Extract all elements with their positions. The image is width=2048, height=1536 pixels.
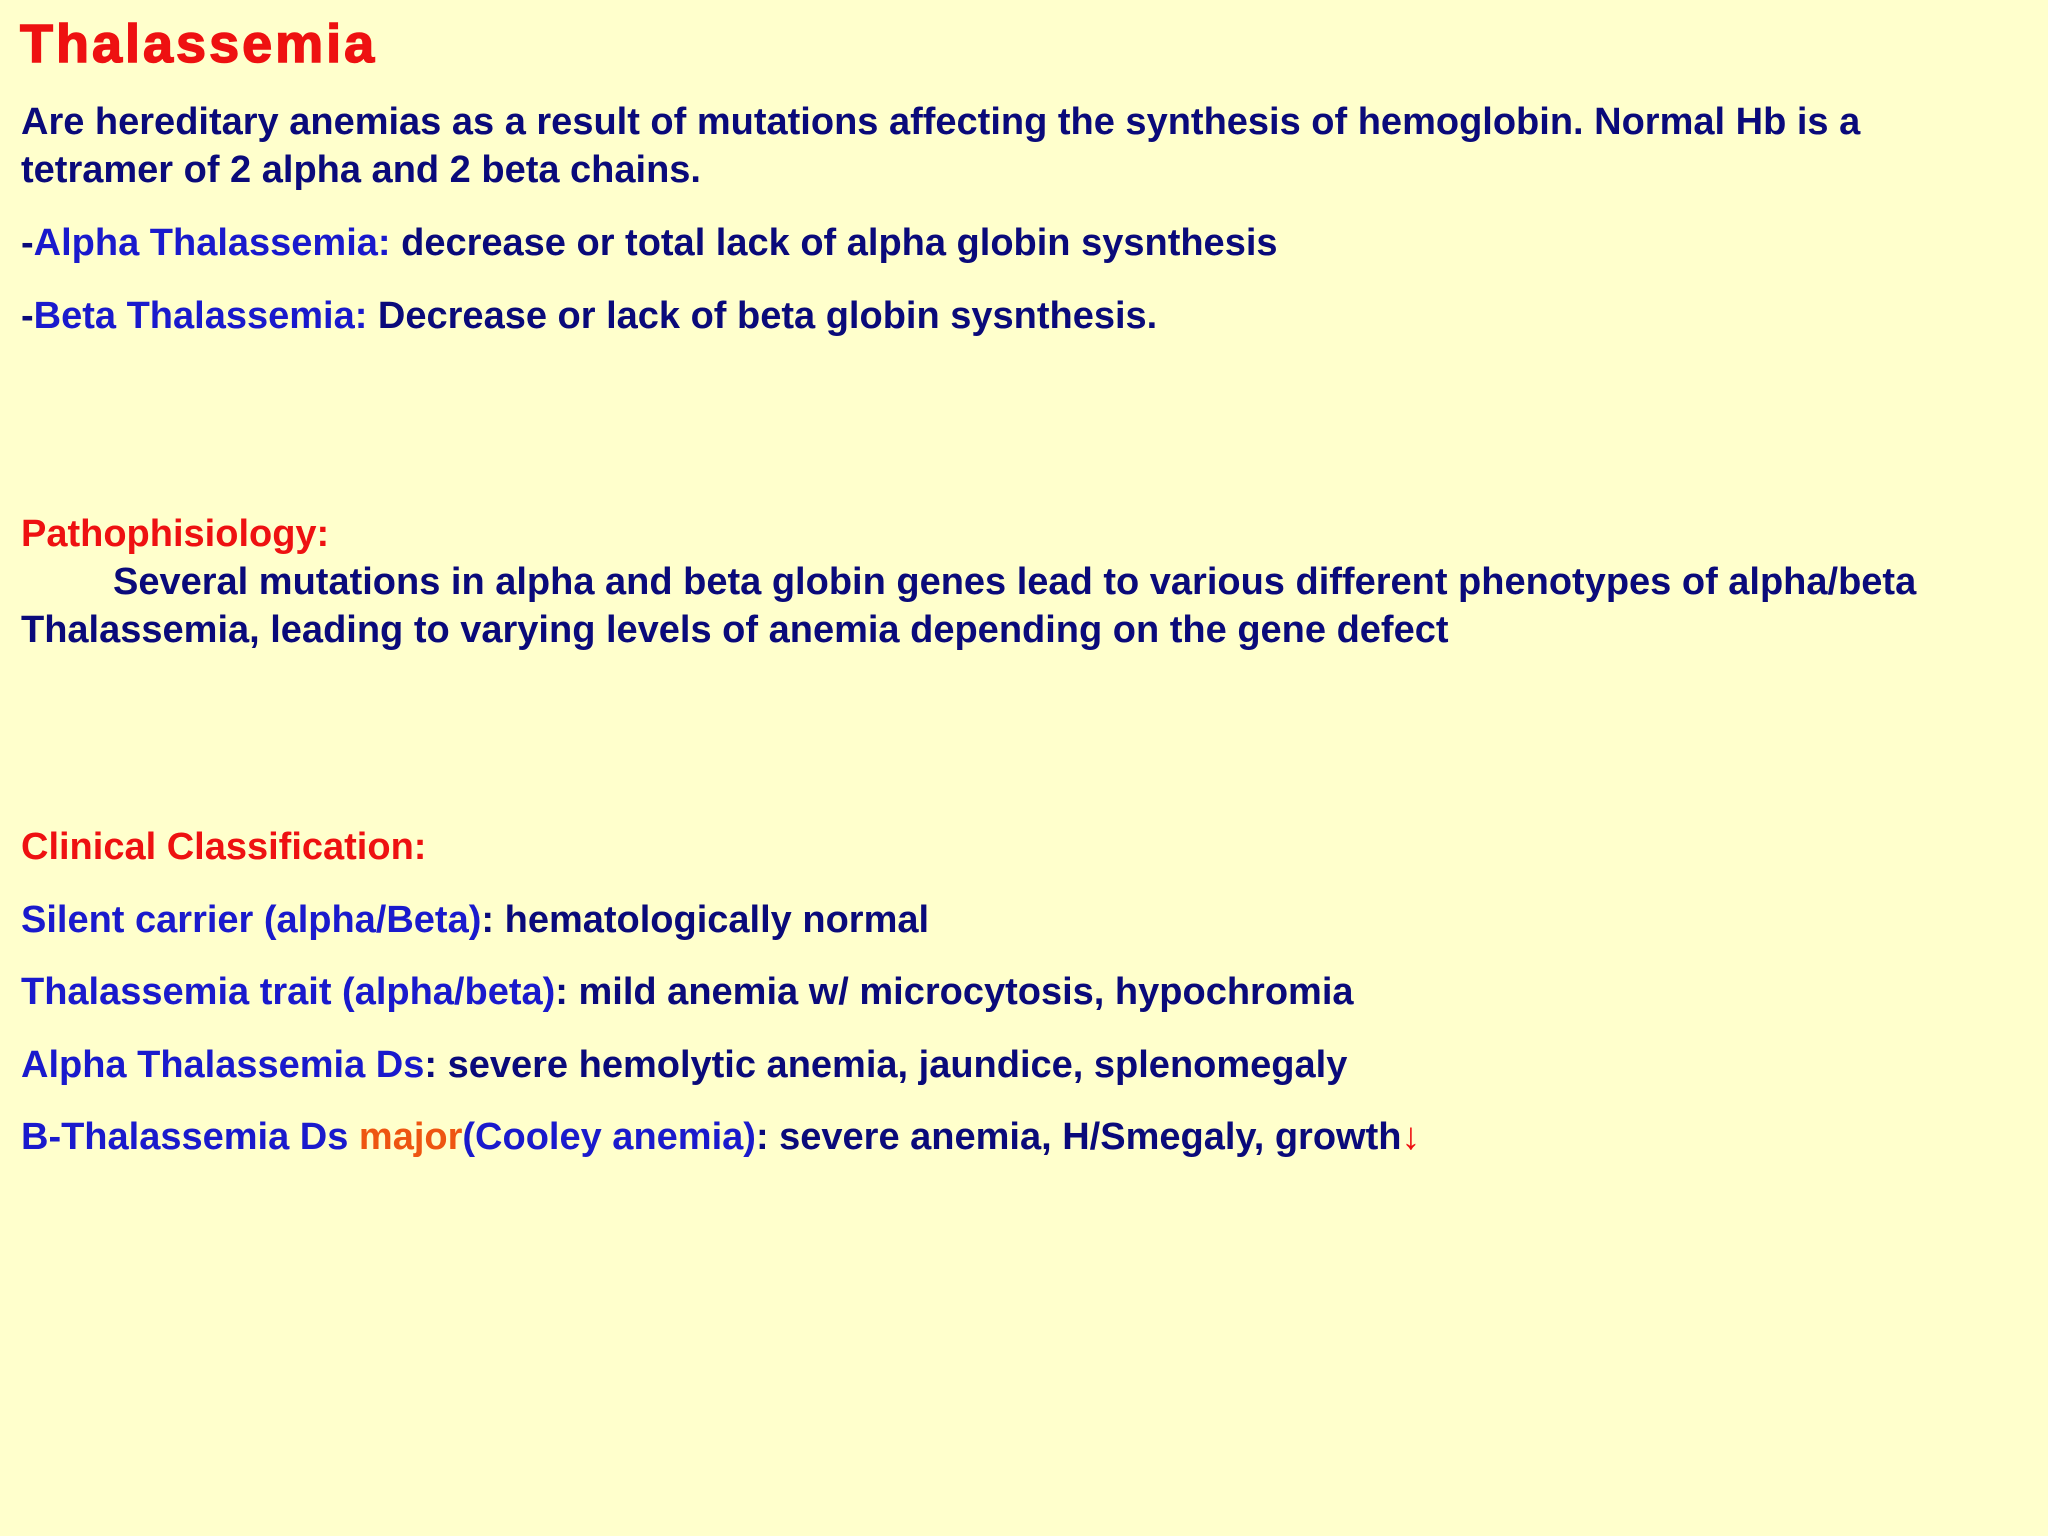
clinical-item-label: Silent carrier (alpha/Beta) xyxy=(21,899,482,941)
down-arrow-icon: ↓ xyxy=(1401,1116,1421,1158)
clinical-item-beta-major xyxy=(21,1113,1420,1161)
clinical-item-label-cooley: (Cooley anemia) xyxy=(462,1116,756,1158)
clinical-item-colon: : xyxy=(481,899,495,941)
type-alpha xyxy=(21,219,1278,267)
clinical-item-label: Alpha Thalassemia Ds xyxy=(21,1044,425,1086)
clinical-item-colon: : xyxy=(555,971,568,1013)
pathophysiology-line-2: Thalassemia, leading to varying levels of anemia depending on the gene defect xyxy=(21,609,1449,651)
major-highlight: major xyxy=(358,1116,463,1158)
type-beta xyxy=(21,292,1157,340)
type-alpha-label: Alpha Thalassemia: xyxy=(33,222,391,264)
type-beta-desc: Decrease or lack of beta globin sysnthesis. xyxy=(367,295,1158,337)
clinical-item-desc: mild anemia w/ microcytosis, hypochromia xyxy=(567,971,1354,1013)
pathophysiology-heading: Pathophisiology: xyxy=(21,513,330,555)
intro-line-2: tetramer of 2 alpha and 2 beta chains. xyxy=(21,149,701,191)
clinical-item-colon: : xyxy=(755,1116,769,1158)
type-alpha-desc: decrease or total lack of alpha globin sysnthesis xyxy=(390,222,1278,264)
clinical-item-label: B-Thalassemia Ds xyxy=(21,1116,359,1158)
clinical-item-desc: severe hemolytic anemia, jaundice, splenomegaly xyxy=(437,1044,1348,1086)
pathophysiology-line-1: Several mutations in alpha and beta globin genes lead to various different phenotypes of alpha/beta xyxy=(113,561,1917,603)
clinical-item-desc: hematologically normal xyxy=(494,899,930,941)
clinical-item-desc: severe anemia, H/Smegaly, growth xyxy=(768,1116,1402,1158)
clinical-heading: Clinical Classification: xyxy=(21,826,427,868)
type-alpha-dash: - xyxy=(21,222,34,264)
type-beta-label: Beta Thalassemia: xyxy=(33,295,368,337)
clinical-item-colon: : xyxy=(424,1044,438,1086)
clinical-item-alpha-disease xyxy=(21,1041,1347,1089)
clinical-item-label: Thalassemia trait (alpha/beta) xyxy=(21,971,556,1013)
clinical-item-trait xyxy=(21,968,1354,1016)
slide-title: Thalassemia xyxy=(20,14,378,74)
intro-line-1: Are hereditary anemias as a result of mutations affecting the synthesis of hemoglobin. Normal Hb is a xyxy=(21,101,1861,143)
type-beta-dash: - xyxy=(21,295,34,337)
clinical-item-silent-carrier xyxy=(21,896,929,944)
